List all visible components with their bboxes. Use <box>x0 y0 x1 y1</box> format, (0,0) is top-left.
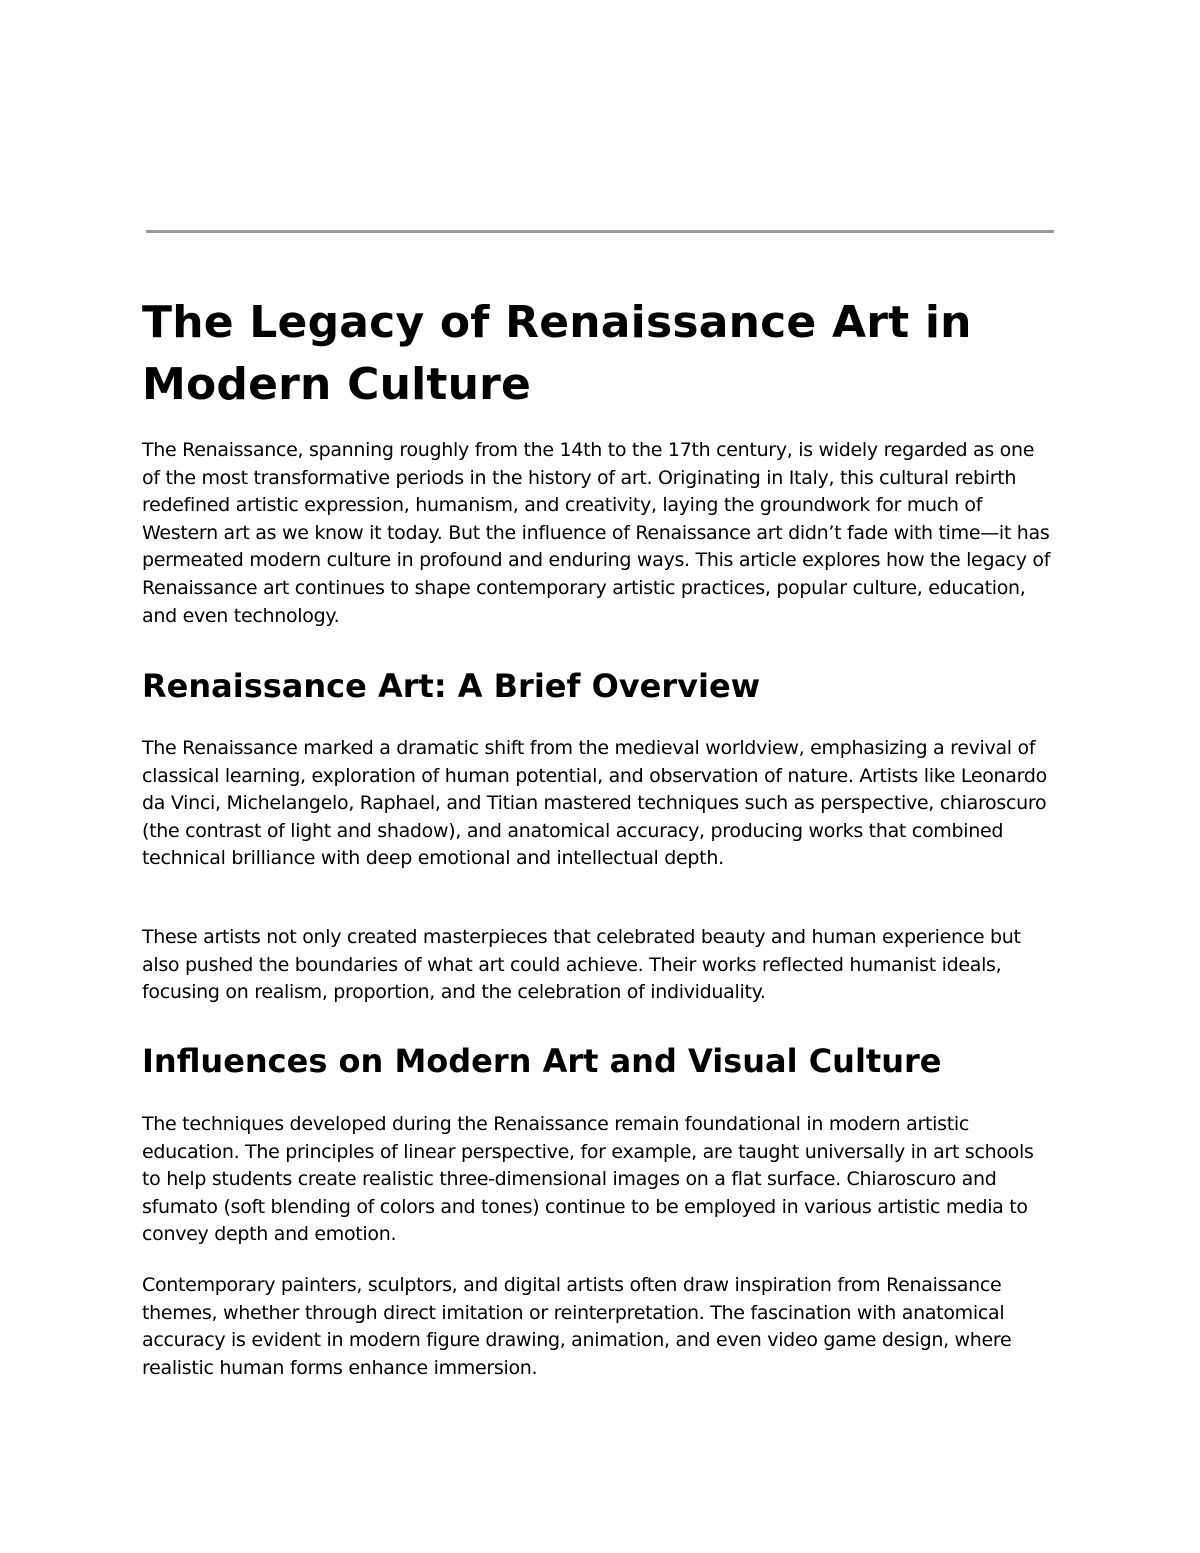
overview-paragraph-2: These artists not only created masterpieces that celebrated beauty and human experience but also pushed the boundaries of what art could achieve. Their works reflected humanist ideals, focusing on realism, proportion, and the celebration of individuality. <box>142 926 1021 1004</box>
overview-paragraph-2-block <box>142 924 1057 1007</box>
overview-paragraph-1-block <box>142 735 1057 873</box>
intro-paragraph: The Renaissance, spanning roughly from the 14th to the 17th century, is widely regarded as one of the most transformative periods in the history of art. Originating in Italy, this cultural rebirth redefined artistic expression, humanism, and creativity, laying the groundwork for much of Western art as we know it today. But the influence of Renaissance art didn’t fade with time—it has permeated modern culture in profound and enduring ways. This article explores how the legacy of Renaissance art continues to shape contemporary artistic practices, popular culture, education, and even technology. <box>142 439 1051 627</box>
influences-paragraph-1: The techniques developed during the Renaissance remain foundational in modern artistic education. The principles of linear perspective, for example, are taught universally in art schools to help students create realistic three-dimensional images on a flat surface. Chiaroscuro and sfumato (soft blending of colors and tones) continue to be employed in various artistic media to convey depth and emotion. <box>142 1113 1034 1246</box>
intro-section <box>142 437 1057 630</box>
section-heading-influences: Influences on Modern Art and Visual Culture <box>142 1042 942 1080</box>
influences-paragraph-2-block <box>142 1272 1057 1382</box>
section-influences <box>142 1041 1057 1081</box>
document-title: The Legacy of Renaissance Art in Modern Culture <box>142 297 972 410</box>
section-heading-overview: Renaissance Art: A Brief Overview <box>142 667 761 705</box>
section-overview <box>142 666 1057 706</box>
overview-paragraph-1: The Renaissance marked a dramatic shift from the medieval worldview, emphasizing a revival of classical learning, exploration of human potential, and observation of nature. Artists like Leonardo da Vinci, Michelangelo, Raphael, and Titian mastered techniques such as perspective, chiaroscuro (the contrast of light and shadow), and anatomical accuracy, producing works that combined technical brilliance with deep emotional and intellectual depth. <box>142 737 1047 870</box>
horizontal-rule <box>146 230 1054 233</box>
influences-paragraph-1-block <box>142 1111 1057 1249</box>
influences-paragraph-2: Contemporary painters, sculptors, and digital artists often draw inspiration from Renaissance themes, whether through direct imitation or reinterpretation. The fascination with anatomical accuracy is evident in modern figure drawing, animation, and even video game design, where realistic human forms enhance immersion. <box>142 1274 1012 1379</box>
